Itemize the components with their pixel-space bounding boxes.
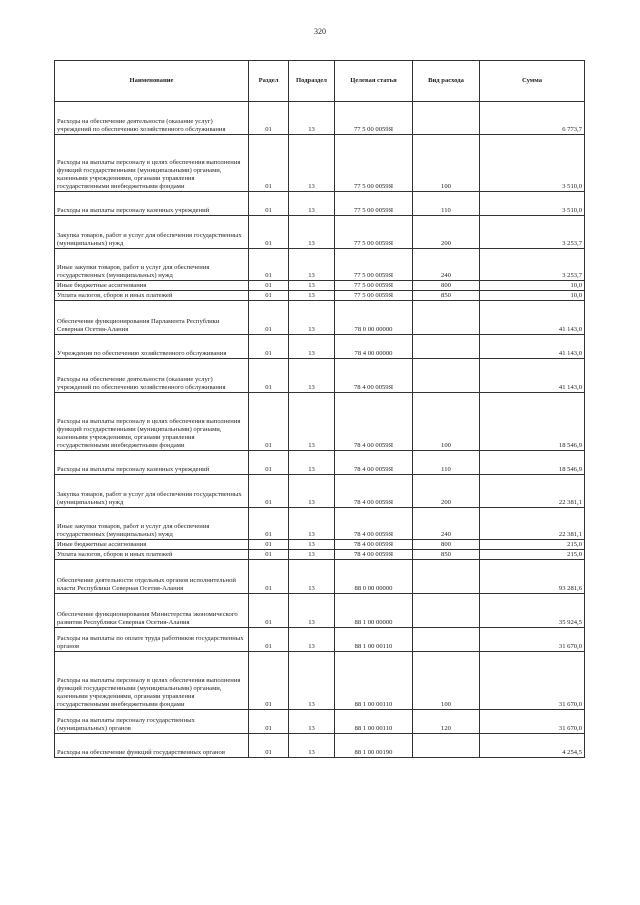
row-vid: 800 — [413, 540, 480, 550]
row-podrazdel: 13 — [289, 216, 335, 249]
table-row — [55, 135, 585, 192]
table-row — [55, 508, 585, 540]
row-razdel: 01 — [249, 560, 289, 594]
row-razdel: 01 — [249, 102, 289, 135]
row-razdel: 01 — [249, 710, 289, 734]
row-vid — [413, 102, 480, 135]
row-summa: 31 670,0 — [480, 652, 585, 710]
table-row — [55, 628, 585, 652]
row-vid — [413, 560, 480, 594]
row-podrazdel: 13 — [289, 102, 335, 135]
row-summa: 22 381,1 — [480, 475, 585, 508]
row-statya: 77 5 00 0059Я — [335, 192, 413, 216]
row-vid: 110 — [413, 451, 480, 475]
row-name: Расходы на выплаты по оплате труда работников государственных органов — [55, 628, 249, 652]
row-name: Иные бюджетные ассигнования — [55, 540, 249, 550]
row-razdel: 01 — [249, 192, 289, 216]
row-name: Расходы на обеспечение деятельности (оказание услуг) учреждений по обеспечению хозяйственного обслуживания — [55, 359, 249, 393]
row-vid: 800 — [413, 281, 480, 291]
row-podrazdel: 13 — [289, 508, 335, 540]
row-statya: 78 4 00 0059Я — [335, 550, 413, 560]
row-razdel: 01 — [249, 475, 289, 508]
row-razdel: 01 — [249, 508, 289, 540]
row-razdel: 01 — [249, 249, 289, 281]
header-summa: Сумма — [480, 61, 585, 102]
row-vid — [413, 594, 480, 628]
table-row — [55, 550, 585, 560]
row-summa: 31 670,0 — [480, 628, 585, 652]
row-summa: 3 253,7 — [480, 216, 585, 249]
row-summa: 18 546,9 — [480, 451, 585, 475]
row-podrazdel: 13 — [289, 192, 335, 216]
row-podrazdel: 13 — [289, 628, 335, 652]
row-vid: 200 — [413, 216, 480, 249]
row-summa: 215,0 — [480, 540, 585, 550]
row-summa: 93 281,6 — [480, 560, 585, 594]
row-razdel: 01 — [249, 550, 289, 560]
row-statya: 78 4 00 0059Я — [335, 475, 413, 508]
row-vid — [413, 628, 480, 652]
row-statya: 88 1 00 00190 — [335, 734, 413, 758]
table-row — [55, 560, 585, 594]
row-razdel: 01 — [249, 301, 289, 335]
row-name: Обеспечение функционирования Парламента Республики Северная Осетия-Алания — [55, 301, 249, 335]
table-row — [55, 281, 585, 291]
row-statya: 78 0 00 00000 — [335, 301, 413, 335]
row-vid: 120 — [413, 710, 480, 734]
row-razdel: 01 — [249, 540, 289, 550]
row-vid — [413, 335, 480, 359]
row-statya: 78 4 00 00000 — [335, 335, 413, 359]
row-statya: 77 5 00 0059Я — [335, 291, 413, 301]
table-row — [55, 216, 585, 249]
row-statya: 78 4 00 0059Я — [335, 451, 413, 475]
row-podrazdel: 13 — [289, 540, 335, 550]
table-row — [55, 192, 585, 216]
row-name: Учреждения по обеспечению хозяйственного обслуживания — [55, 335, 249, 359]
row-summa: 4 254,5 — [480, 734, 585, 758]
row-podrazdel: 13 — [289, 135, 335, 192]
header-row — [55, 61, 585, 102]
table-row — [55, 540, 585, 550]
row-vid — [413, 734, 480, 758]
row-summa: 41 143,0 — [480, 301, 585, 335]
row-vid: 100 — [413, 652, 480, 710]
table-row — [55, 710, 585, 734]
row-vid: 240 — [413, 249, 480, 281]
table-row — [55, 451, 585, 475]
row-statya: 78 4 00 0059Я — [335, 508, 413, 540]
table-header — [55, 61, 585, 102]
header-razdel: Раздел — [249, 61, 289, 102]
row-statya: 77 5 00 0059Я — [335, 216, 413, 249]
row-statya: 88 0 00 00000 — [335, 560, 413, 594]
table-row — [55, 734, 585, 758]
row-razdel: 01 — [249, 135, 289, 192]
row-razdel: 01 — [249, 216, 289, 249]
table-row — [55, 335, 585, 359]
row-vid: 100 — [413, 135, 480, 192]
row-name: Расходы на выплаты персоналу в целях обеспечения выполнения функций государственными (муниципальными) органами, казенными учреждениями, органами управления государственными внебюджетными фондами — [55, 393, 249, 451]
row-summa: 215,0 — [480, 550, 585, 560]
row-statya: 88 1 00 00110 — [335, 710, 413, 734]
header-statya: Целевая статья — [335, 61, 413, 102]
row-razdel: 01 — [249, 628, 289, 652]
row-name: Иные закупки товаров, работ и услуг для обеспечения государственных (муниципальных) нужд — [55, 508, 249, 540]
row-razdel: 01 — [249, 594, 289, 628]
row-podrazdel: 13 — [289, 249, 335, 281]
row-podrazdel: 13 — [289, 393, 335, 451]
row-name: Уплата налогов, сборов и иных платежей — [55, 291, 249, 301]
row-podrazdel: 13 — [289, 560, 335, 594]
row-name: Расходы на выплаты персоналу государственных (муниципальных) органов — [55, 710, 249, 734]
row-podrazdel: 13 — [289, 359, 335, 393]
row-statya: 77 5 00 0059Я — [335, 281, 413, 291]
row-name: Обеспечение деятельности отдельных органов исполнительной власти Республики Северная Осетия-Алания — [55, 560, 249, 594]
row-podrazdel: 13 — [289, 335, 335, 359]
row-statya: 77 5 00 0059Я — [335, 249, 413, 281]
table-row — [55, 594, 585, 628]
row-statya: 88 1 00 00110 — [335, 652, 413, 710]
row-name: Расходы на обеспечение деятельности (оказание услуг) учреждений по обеспечению хозяйственного обслуживания — [55, 102, 249, 135]
table-row — [55, 359, 585, 393]
table-row — [55, 393, 585, 451]
table-body — [55, 102, 585, 758]
row-statya: 77 5 00 0059Я — [335, 135, 413, 192]
row-summa: 10,0 — [480, 291, 585, 301]
row-vid: 200 — [413, 475, 480, 508]
row-statya: 77 5 00 0059Я — [335, 102, 413, 135]
row-name: Закупка товаров, работ и услуг для обеспечения государственных (муниципальных) нужд — [55, 475, 249, 508]
row-vid — [413, 301, 480, 335]
row-summa: 18 546,9 — [480, 393, 585, 451]
row-razdel: 01 — [249, 281, 289, 291]
table-row — [55, 301, 585, 335]
table-row — [55, 652, 585, 710]
row-statya: 78 4 00 0059Я — [335, 393, 413, 451]
row-podrazdel: 13 — [289, 451, 335, 475]
row-podrazdel: 13 — [289, 281, 335, 291]
row-razdel: 01 — [249, 734, 289, 758]
row-name: Расходы на выплаты персоналу казенных учреждений — [55, 451, 249, 475]
row-summa: 6 773,7 — [480, 102, 585, 135]
table-row — [55, 475, 585, 508]
row-razdel: 01 — [249, 451, 289, 475]
row-name: Расходы на выплаты персоналу в целях обеспечения выполнения функций государственными (муниципальными) органами, казенными учреждениями, органами управления государственными внебюджетными фондами — [55, 135, 249, 192]
row-vid: 240 — [413, 508, 480, 540]
row-name: Иные бюджетные ассигнования — [55, 281, 249, 291]
row-podrazdel: 13 — [289, 710, 335, 734]
row-razdel: 01 — [249, 652, 289, 710]
row-summa: 3 510,0 — [480, 135, 585, 192]
row-podrazdel: 13 — [289, 301, 335, 335]
row-vid: 850 — [413, 550, 480, 560]
row-name: Расходы на выплаты персоналу казенных учреждений — [55, 192, 249, 216]
row-summa: 41 143,0 — [480, 359, 585, 393]
row-summa: 3 510,0 — [480, 192, 585, 216]
row-summa: 3 253,7 — [480, 249, 585, 281]
row-summa: 31 670,0 — [480, 710, 585, 734]
row-podrazdel: 13 — [289, 291, 335, 301]
row-statya: 78 4 00 0059Я — [335, 540, 413, 550]
row-podrazdel: 13 — [289, 475, 335, 508]
row-vid — [413, 359, 480, 393]
row-razdel: 01 — [249, 335, 289, 359]
row-vid: 850 — [413, 291, 480, 301]
row-podrazdel: 13 — [289, 734, 335, 758]
row-razdel: 01 — [249, 393, 289, 451]
budget-table — [54, 60, 585, 758]
row-name: Иные закупки товаров, работ и услуг для обеспечения государственных (муниципальных) нужд — [55, 249, 249, 281]
header-vid: Вид расхода — [413, 61, 480, 102]
row-name: Расходы на обеспечение функций государственных органов — [55, 734, 249, 758]
row-statya: 88 1 00 00110 — [335, 628, 413, 652]
row-podrazdel: 13 — [289, 594, 335, 628]
header-podrazdel: Подраздел — [289, 61, 335, 102]
row-statya: 88 1 00 00000 — [335, 594, 413, 628]
row-name: Уплата налогов, сборов и иных платежей — [55, 550, 249, 560]
page-number: 320 — [314, 27, 326, 36]
row-podrazdel: 13 — [289, 550, 335, 560]
row-name: Закупка товаров, работ и услуг для обеспечения государственных (муниципальных) нужд — [55, 216, 249, 249]
table-row — [55, 249, 585, 281]
row-statya: 78 4 00 0059Я — [335, 359, 413, 393]
table-row — [55, 102, 585, 135]
row-name: Обеспечение функционирования Министерства экономического развития Республики Северная Осетия-Алания — [55, 594, 249, 628]
row-summa: 10,0 — [480, 281, 585, 291]
row-summa: 22 381,1 — [480, 508, 585, 540]
row-razdel: 01 — [249, 291, 289, 301]
row-vid: 100 — [413, 393, 480, 451]
row-summa: 41 143,0 — [480, 335, 585, 359]
row-name: Расходы на выплаты персоналу в целях обеспечения выполнения функций государственными (муниципальными) органами, казенными учреждениями, органами управления государственными внебюджетными фондами — [55, 652, 249, 710]
row-podrazdel: 13 — [289, 652, 335, 710]
row-summa: 35 924,5 — [480, 594, 585, 628]
row-razdel: 01 — [249, 359, 289, 393]
table-row — [55, 291, 585, 301]
row-vid: 110 — [413, 192, 480, 216]
header-name: Наименование — [55, 61, 249, 102]
